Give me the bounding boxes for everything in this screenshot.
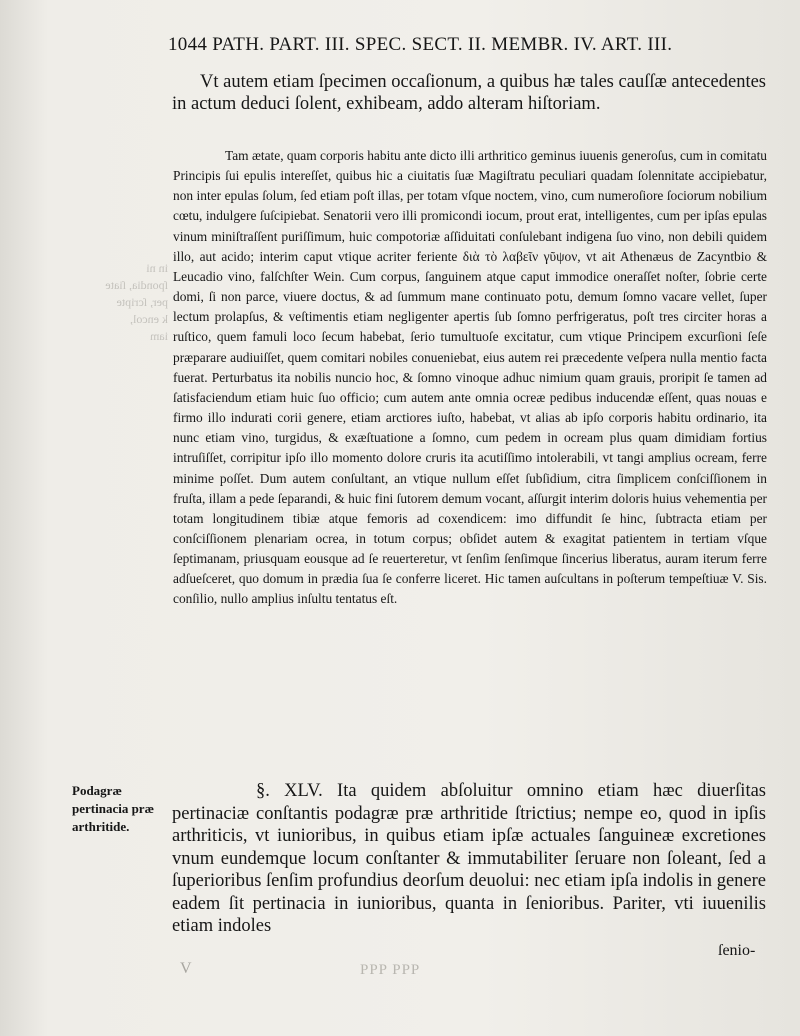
- bleed-line: k encol,: [130, 312, 168, 326]
- corner-mark: V: [180, 960, 192, 977]
- signature-mark: PPP PPP: [360, 962, 421, 978]
- lead-paragraph: [172, 72, 766, 115]
- catchword: ſenio-: [718, 942, 756, 959]
- margin-note: Podagræ pertinacia præ arthritide.: [72, 783, 154, 834]
- section-45-text: §. XLV. Ita quidem abſoluitur omnino etiam hæc diuerſitas pertinaciæ conſtantis podagræ præ arthritide ſtrictius; nempe eo, quod in ipſis arthriticis, vt iunioribus, in quibus etiam ipſæ actuales ſanguineæ excretiones vnum eundemque locum conſtanter & immutabiliter ſeruare non ſoleant, ſed a ſuperioribus ſenſim profundius deorſum deuolui: nec etiam ipſa indolis in genere eadem ſit pertinacia in iunioribus, quanta in ſenioribus. Pariter, vti iuuenilis etiam indoles: [172, 781, 766, 936]
- bleed-line: per, ſcripte: [116, 295, 168, 309]
- bleed-line: ſpondia, ſiate: [105, 278, 168, 292]
- running-header: 1044 PATH. PART. III. SPEC. SECT. II. MEMBR. IV. ART. III.: [168, 34, 673, 55]
- section-45: [172, 780, 766, 938]
- bleed-through-text: [96, 260, 168, 345]
- case-history-text: Tam ætate, quam corporis habitu ante dicto illi arthritico geminus iuuenis generoſus, cum in comitatu Principis ſui epulis intereſſet, quibus hic a ciuitatis ſuæ Magiſtratu peculiari quadam ſolennitate accipiebatur, non inter epulas ſolum, ſed etiam poſt illas, per totam vſque noctem, vino, cum numeroſiore ſociorum nobilium cœtu, indulgere ſuſcipiebat. Senatorii vero illi promicondi iocum, prout erat, intelligentes, cum per ipſas epulas vinum miniſtraſſent puriſſimum, huic compotoriæ aſſiduitati conſulebant indigena ſuo vino, non debili quidem illo, aut acido; interim caput vtique acriter feriente διὰ τὸ λαβεῖν γῦψον, vt ait Athenæus de Zacyntbio & Leucadio vino, falſchſter Wein. Cum corpus, ſanguinem atque caput immodice oneraſſet noſter, ſobrie certe domi, ſi non parce, viuere doctus, & ad ſummum mane continuato potu, demum ſomno vacare vellet, ſuper lectum prolapſus, & veſtimentis etiam negligenter apertis ſub ſomno perfrigeratus, poſt tres circiter horas a ruſtico, quem famuli loco ſecum habebat, ſerio tumultuoſe excitatur, cum vtique Principem excurſioni ſeſe præparare audiuiſſet, quem comitari nobiles conueniebat, eius autem rei præcedente veſpera nulla mentio facta fuerat. Perturbatus ita nobilis nuncio hoc, & ſomno vinoque adhuc nimium quam grauis, proripit ſe tamen ad ſatisfaciendum etiam huic ſuo officio; cum autem ante omnia ocreæ pedibus inducendæ eſſent, quas nouas e firmo illo indurati corii genere, etiam arctiores iuſto, habebat, vt alias ab ipſo corporis habitu ordinario, ita nunc etiam vino, turgidus, & exæſtuatione a ſomno, cum pedem in ocream plus quam dimidiam fortius intruſiſſet, corripitur ipſo illo momento dolore cruris ita acutiſſimo intolerabili, vt tangi amplius ocream, ferre minime poſſet. Dum autem conſultant, an vtique nullum eſſet ſubſidium, citra ſimplicem conſciſſionem in fruſta, illam a pede ſeparandi, & huic fini ſutorem demum vocant, aſſurgit interim doloris huius vehementia per totam longitudinem tibiæ atque femoris ad coxendicem: imo diffundit ſe hinc, ſubtracta etiam per conſciſſionem plenariam ocrea, in totum corpus; obſidet autem & exagitat patientem in tertiam vſque ſeptimanam, priusquam eousque ad ſe reuerteretur, vt ſenſim ſenſimque ſincerius liberatus, auram iterum ferre adſueſceret, quo domum in prædia ſua ſe conferre liceret. Hic tamen auſcultans in poſterum tempeſtiuæ V. Sis. conſilio, nullo amplius inſultu tentatus eſt.: [173, 148, 767, 607]
- lead-text: Vt autem etiam ſpecimen occaſionum, a quibus hæ tales cauſſæ antecedentes in actum deduci ſolent, exhibeam, addo alteram hiſtoriam.: [172, 72, 766, 114]
- case-history: [173, 146, 767, 610]
- bleed-line: in ni: [146, 261, 168, 275]
- bleed-line: iam: [150, 329, 168, 343]
